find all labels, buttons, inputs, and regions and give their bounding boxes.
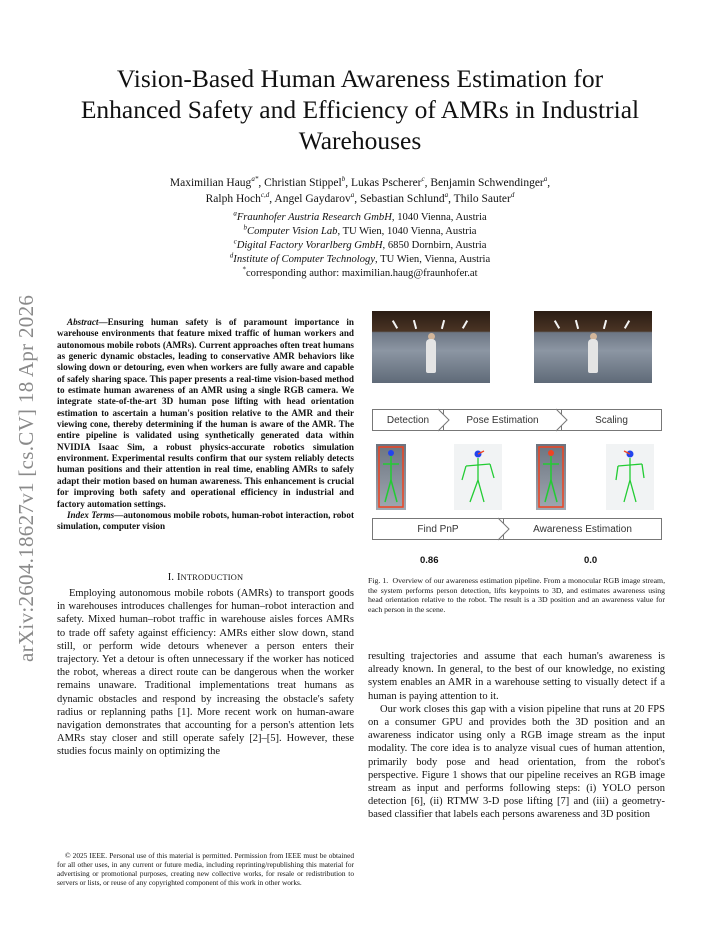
abstract bbox=[57, 317, 354, 533]
author-name: Maximilian Haug$^{a*}$ bbox=[169, 175, 259, 189]
pipeline-step-detection: Detection bbox=[372, 409, 444, 431]
author-name: Thilo Sauter$^d$ bbox=[453, 191, 515, 205]
pipeline-step-scaling: Scaling bbox=[562, 409, 662, 431]
pipeline-step-awareness-estimation: Awareness Estimation bbox=[504, 518, 662, 540]
corresponding-author: *corresponding author: maximilian.haug@fraunhofer.at bbox=[242, 265, 478, 279]
intro-paragraph-2: resulting trajectories and assume that each human's awareness is already known. In general, to the best of our knowledge, no existing system enables an AMR in a warehouse setting to visually detect if a human is paying attention to it. bbox=[368, 651, 665, 702]
pipeline-step-find-pnp: Find PnP bbox=[372, 518, 504, 540]
pipeline-bottom-arrows bbox=[368, 517, 665, 541]
arxiv-identifier: arXiv:2604.18627v1 [cs.CV] 18 Apr 2026 bbox=[14, 294, 38, 662]
detection-crop-left bbox=[376, 444, 406, 510]
affiliation-line: $^d$Institute of Computer Technology, TU Wien, Vienna, Austria bbox=[229, 251, 491, 265]
intro-paragraph-3: Our work closes this gap with a vision pipeline that runs at 20 FPS on a consumer GPU and provides both the 3D position and an awareness indicator using only a RGB image stream as the input modality. The core idea is to analyze visual cues of human attention, primarily body pose and head orientation, from the robot's perspective. Figure 1 shows that our pipeline receives an RGB image stream as input and performs following steps: (i) YOLO person detection [6], (ii) RTMW 3-D pose lifting [7] and (iii) a geometry-based classifier that labels each persons awareness and 3D position bbox=[368, 703, 665, 821]
author-name: Ralph Hoch$^{c,d}$ bbox=[205, 191, 270, 205]
pipeline-top-arrows bbox=[368, 408, 665, 432]
affiliations bbox=[160, 211, 560, 281]
copyright-notice: © 2025 IEEE. Personal use of this material is permitted. Permission from IEEE must be obtained for all other uses, in any current or future media, including reprinting/republishing this material for advertising or promotional purposes, creating new collective works, for resale or redistribution to servers or lists, or reuse of any copyrighted component of this work in other works. bbox=[57, 851, 354, 887]
caption-label: Fig. 1. bbox=[368, 576, 389, 585]
affiliation-line: $^c$Digital Factory Vorarlberg GmbH, 6850 Dornbirn, Austria bbox=[233, 237, 487, 251]
author-line-2: Ralph Hoch$^{c,d}$, Angel Gaydarov$^a$, Sebastian Schlund$^a$, Thilo Sauter$^d$ bbox=[205, 191, 515, 205]
author-name: Christian Stippel$^b$ bbox=[264, 175, 346, 189]
pipeline-step-pose-estimation: Pose Estimation bbox=[444, 409, 562, 431]
affiliation-line: $^a$Fraunhofer Austria Research GmbH, 1040 Vienna, Austria bbox=[233, 209, 487, 223]
awareness-value-left: 0.86 bbox=[420, 555, 439, 566]
warehouse-photo-left bbox=[372, 311, 490, 383]
awareness-value-right: 0.0 bbox=[584, 555, 598, 566]
abstract-text: —Ensuring human safety is of paramount importance in warehouse environments that feature mixed traffic of human workers and autonomous mobile robots (AMRs). Current approaches often treat humans as generic dynamic obstacles, leading to conservative AMR behaviors like slowing down or detouring, even when workers are fully aware and capable of safely sharing space. This paper presents a real-time vision-based method to estimate human awareness of an AMR using a single RGB camera. We integrate state-of-the-art 3D human pose lifting with head orientation estimation to ascertain a human's position relative to the AMR and their viewing cone, thereby determining if the human is aware of the AMR. The entire pipeline is validated using synthetically generated data within NVIDIA Isaac Sim, a robust physics-accurate robotics simulation environment. Experimental results confirm that our system reliably detects human positions and their attention in real time, enabling AMRs to safely adapt their motion based on human awareness. This enhancement is crucial for improving both safety and operational efficiency in industrial and factory automation settings. bbox=[57, 317, 354, 509]
author-line-1: Maximilian Haug$^{a*}$, Christian Stippel$^b$, Lukas Pscherer$^c$, Benjamin Schwendinger$^a$, bbox=[169, 175, 551, 189]
index-terms-text: —autonomous mobile robots, human-robot interaction, robot simulation, computer vision bbox=[57, 509, 354, 532]
author-name: Lukas Pscherer$^c$ bbox=[350, 175, 425, 189]
index-terms-label: Index Terms bbox=[67, 509, 115, 520]
paper-title: Vision-Based Human Awareness Estimation for Enhanced Safety and Efficiency of AMRs in Industrial Warehouses bbox=[80, 64, 640, 155]
author-name: Benjamin Schwendinger$^a$ bbox=[430, 175, 548, 189]
section-heading-introduction: I. INTRODUCTION bbox=[167, 572, 244, 583]
intro-left-column bbox=[57, 587, 354, 759]
skeleton-3d-left bbox=[454, 444, 502, 510]
author-name: Angel Gaydarov$^a$ bbox=[274, 191, 355, 205]
author-list bbox=[110, 175, 610, 207]
caption-text: Overview of our awareness estimation pipeline. From a monocular RGB image stream, the system performs person detection, lifts keypoints to 3D, and estimates awareness using head orientation relative to the robot. The result is a 3D position and an awareness value for each person in the scene. bbox=[368, 576, 666, 614]
abstract-label: Abstract bbox=[67, 317, 99, 327]
figure-1 bbox=[368, 311, 665, 567]
detection-crop-right bbox=[536, 444, 566, 510]
author-name: Sebastian Schlund$^a$ bbox=[359, 191, 449, 205]
intro-paragraph-1: Employing autonomous mobile robots (AMRs) to transport goods in warehouses introduces challenges for human–robot interaction and safety. Mixed human–robot traffic in warehouse aisles forces AMRs to trade off safety against efficiency: AMRs either slow down, stand still, or perform wide detours whenever a person enters their trajectory. Yet a detour is often unnecessary if the worker has noticed the robot, whereas a direct route can be dangerous when the worker remains unaware. Traditional implementations treat humans as dynamic obstacles and respond by increasing the obstacle's safety radius or replanning paths [1]. More recent work on human-aware navigation demonstrates that accounting for a person's attention lets AMRs stay closer and still operate safely [2]–[5]. However, these studies focus mainly on optimizing the bbox=[57, 588, 354, 758]
warehouse-photo-right bbox=[534, 311, 652, 383]
skeleton-3d-right bbox=[606, 444, 654, 510]
figure-1-caption bbox=[368, 576, 665, 614]
affiliation-line: $^b$Computer Vision Lab, TU Wien, 1040 Vienna, Austria bbox=[243, 223, 477, 237]
intro-right-column bbox=[368, 650, 665, 822]
